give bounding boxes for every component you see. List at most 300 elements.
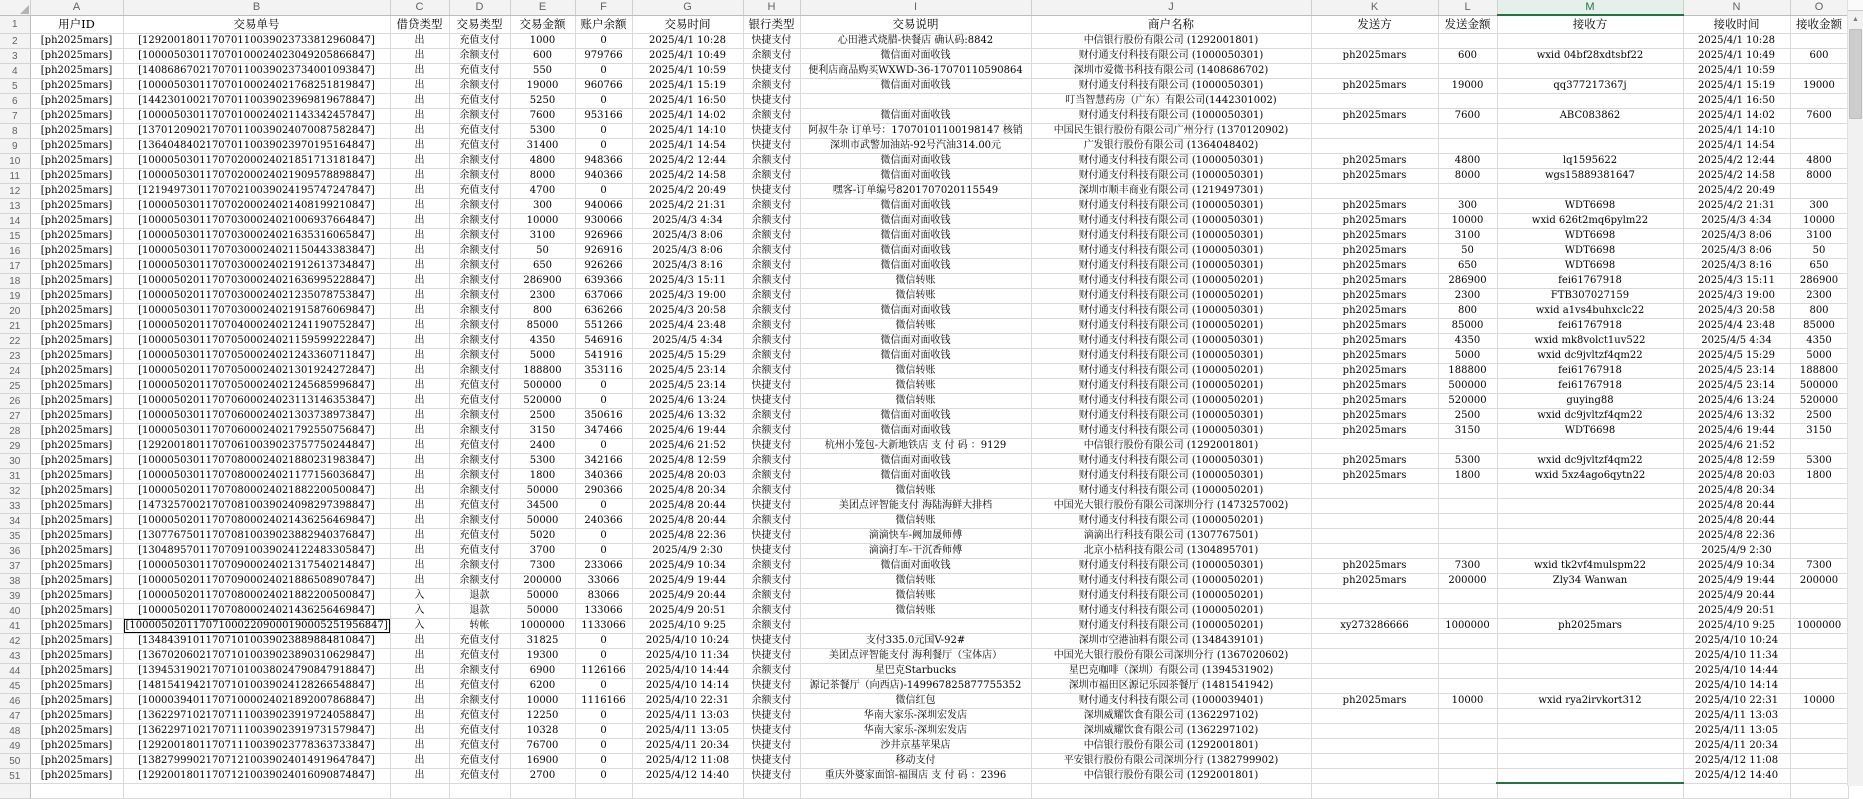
cell-h5[interactable]: 余额支付	[743, 79, 800, 94]
cell-l8[interactable]	[1438, 124, 1497, 139]
cell-h39[interactable]: 余额支付	[743, 589, 800, 604]
cell-n19[interactable]: 2025/4/3 19:00	[1683, 289, 1790, 304]
cell-a19[interactable]: [ph2025mars]	[30, 289, 123, 304]
cell-k39[interactable]	[1311, 589, 1438, 604]
field-header-f[interactable]: 账户余额	[575, 15, 632, 34]
cell-a23[interactable]: [ph2025mars]	[30, 349, 123, 364]
cell-g40[interactable]: 2025/4/9 20:51	[632, 604, 743, 619]
cell-c47[interactable]: 出	[390, 709, 449, 724]
cell-k47[interactable]	[1311, 709, 1438, 724]
cell-c25[interactable]: 出	[390, 379, 449, 394]
cell-j28[interactable]: 财付通支付科技有限公司 (1000050301)	[1031, 424, 1311, 439]
cell-d27[interactable]: 余额支付	[449, 409, 510, 424]
cell-d37[interactable]: 余额支付	[449, 559, 510, 574]
cell-j19[interactable]: 财付通支付科技有限公司 (1000050201)	[1031, 289, 1311, 304]
field-header-l[interactable]: 发送金额	[1438, 15, 1497, 34]
cell-n37[interactable]: 2025/4/9 10:34	[1683, 559, 1790, 574]
cell-o49[interactable]	[1790, 739, 1848, 754]
cell-h35[interactable]: 快捷支付	[743, 529, 800, 544]
cell-j26[interactable]: 财付通支付科技有限公司 (1000050201)	[1031, 394, 1311, 409]
cell-n5[interactable]: 2025/4/1 15:19	[1683, 79, 1790, 94]
cell-k45[interactable]	[1311, 679, 1438, 694]
cell-c15[interactable]: 出	[390, 229, 449, 244]
cell-o10[interactable]: 4800	[1790, 154, 1848, 169]
cell-b40[interactable]: [100005020117070800024021436256469847]	[123, 604, 390, 619]
row-header-17[interactable]: 17	[0, 259, 30, 274]
cell-d19[interactable]: 余额支付	[449, 289, 510, 304]
field-header-n[interactable]: 接收时间	[1683, 15, 1790, 34]
row-header-3[interactable]: 3	[0, 49, 30, 64]
cell-m35[interactable]	[1497, 529, 1683, 544]
cell-n38[interactable]: 2025/4/9 19:44	[1683, 574, 1790, 589]
row-header-44[interactable]: 44	[0, 664, 30, 679]
cell-d42[interactable]: 充值支付	[449, 634, 510, 649]
cell-a35[interactable]: [ph2025mars]	[30, 529, 123, 544]
cell-l38[interactable]: 200000	[1438, 574, 1497, 589]
cell-k12[interactable]	[1311, 184, 1438, 199]
cell-e29[interactable]: 2400	[510, 439, 575, 454]
cell-o41[interactable]: 1000000	[1790, 619, 1848, 634]
cell-o7[interactable]: 7600	[1790, 109, 1848, 124]
cell-n13[interactable]: 2025/4/2 21:31	[1683, 199, 1790, 214]
cell-g20[interactable]: 2025/4/3 20:58	[632, 304, 743, 319]
cell-j25[interactable]: 财付通支付科技有限公司 (1000050201)	[1031, 379, 1311, 394]
cell-a16[interactable]: [ph2025mars]	[30, 244, 123, 259]
cell-n45[interactable]: 2025/4/10 14:14	[1683, 679, 1790, 694]
cell-i18[interactable]: 微信转账	[800, 274, 1031, 289]
cell-g44[interactable]: 2025/4/10 14:44	[632, 664, 743, 679]
cell-m28[interactable]: WDT6698	[1497, 424, 1683, 439]
cell-i46[interactable]: 微信红包	[800, 694, 1031, 709]
cell-h8[interactable]: 快捷支付	[743, 124, 800, 139]
cell-h49[interactable]: 快捷支付	[743, 739, 800, 754]
cell-o6[interactable]	[1790, 94, 1848, 109]
cell-m4[interactable]	[1497, 64, 1683, 79]
cell-e51[interactable]: 2700	[510, 769, 575, 784]
cell-h43[interactable]: 快捷支付	[743, 649, 800, 664]
cell-d25[interactable]: 充值支付	[449, 379, 510, 394]
row-header-31[interactable]: 31	[0, 469, 30, 484]
cell-k32[interactable]	[1311, 484, 1438, 499]
cell-e31[interactable]: 1800	[510, 469, 575, 484]
col-header-m[interactable]: M	[1497, 0, 1683, 15]
cell-d51[interactable]: 充值支付	[449, 769, 510, 784]
cell-b36[interactable]: [130489570117070910039024122483305847]	[123, 544, 390, 559]
cell-d17[interactable]: 余额支付	[449, 259, 510, 274]
cell-h30[interactable]: 余额支付	[743, 454, 800, 469]
cell-j51[interactable]: 中信银行股份有限公司 (1292001801)	[1031, 769, 1311, 784]
cell-f30[interactable]: 342166	[575, 454, 632, 469]
cell-o50[interactable]	[1790, 754, 1848, 769]
col-header-e[interactable]: E	[510, 0, 575, 15]
cell-b38[interactable]: [100005020117070900024021886508907847]	[123, 574, 390, 589]
cell-f7[interactable]: 953166	[575, 109, 632, 124]
row-header-37[interactable]: 37	[0, 559, 30, 574]
cell-o28[interactable]: 3150	[1790, 424, 1848, 439]
cell-k25[interactable]: ph2025mars	[1311, 379, 1438, 394]
cell-o3[interactable]: 600	[1790, 49, 1848, 64]
cell-b20[interactable]: [100005030117070300024021915876069847]	[123, 304, 390, 319]
cell-f33[interactable]: 0	[575, 499, 632, 514]
cell-f36[interactable]: 0	[575, 544, 632, 559]
cell-i28[interactable]: 微信面对面收钱	[800, 424, 1031, 439]
cell-b21[interactable]: [100005020117070400024021241190752847]	[123, 319, 390, 334]
cell-g11[interactable]: 2025/4/2 14:58	[632, 169, 743, 184]
cell-f45[interactable]: 0	[575, 679, 632, 694]
cell-a31[interactable]: [ph2025mars]	[30, 469, 123, 484]
select-all-corner[interactable]	[0, 0, 30, 15]
cell-f34[interactable]: 240366	[575, 514, 632, 529]
cell-n32[interactable]: 2025/4/8 20:34	[1683, 484, 1790, 499]
cell-g2[interactable]: 2025/4/1 10:28	[632, 34, 743, 49]
cell-o5[interactable]: 19000	[1790, 79, 1848, 94]
cell-l9[interactable]	[1438, 139, 1497, 154]
cell-i17[interactable]: 微信面对面收钱	[800, 259, 1031, 274]
cell-j34[interactable]: 财付通支付科技有限公司 (1000050201)	[1031, 514, 1311, 529]
cell-g10[interactable]: 2025/4/2 12:44	[632, 154, 743, 169]
cell-e13[interactable]: 300	[510, 199, 575, 214]
cell-e21[interactable]: 85000	[510, 319, 575, 334]
row-header-8[interactable]: 8	[0, 124, 30, 139]
cell-e25[interactable]: 500000	[510, 379, 575, 394]
cell-b31[interactable]: [100005030117070800024021177156036847]	[123, 469, 390, 484]
cell-i8[interactable]: 阿叔牛杂 订单号：17070101100198147 核销	[800, 124, 1031, 139]
cell-g46[interactable]: 2025/4/10 22:31	[632, 694, 743, 709]
cell-n29[interactable]: 2025/4/6 21:52	[1683, 439, 1790, 454]
cell-i20[interactable]: 微信面对面收钱	[800, 304, 1031, 319]
cell-e8[interactable]: 5300	[510, 124, 575, 139]
cell-g12[interactable]: 2025/4/2 20:49	[632, 184, 743, 199]
cell-j8[interactable]: 中国民生银行股份有限公司广州分行 (1370120902)	[1031, 124, 1311, 139]
row-header-15[interactable]: 15	[0, 229, 30, 244]
col-header-f[interactable]: F	[575, 0, 632, 15]
row-header-10[interactable]: 10	[0, 154, 30, 169]
cell-a42[interactable]: [ph2025mars]	[30, 634, 123, 649]
cell-a48[interactable]: [ph2025mars]	[30, 724, 123, 739]
cell-b33[interactable]: [147325700217070810039024098297398847]	[123, 499, 390, 514]
cell-b41[interactable]: [1000050201170710002209000190005251956847]	[123, 619, 390, 634]
cell-m27[interactable]: wxid dc9jvltzf4qm22	[1497, 409, 1683, 424]
cell-h18[interactable]: 余额支付	[743, 274, 800, 289]
row-header-30[interactable]: 30	[0, 454, 30, 469]
cell-n40[interactable]: 2025/4/9 20:51	[1683, 604, 1790, 619]
cell-h36[interactable]: 快捷支付	[743, 544, 800, 559]
cell-l20[interactable]: 800	[1438, 304, 1497, 319]
cell-m9[interactable]	[1497, 139, 1683, 154]
cell-f44[interactable]: 1126166	[575, 664, 632, 679]
cell-g19[interactable]: 2025/4/3 19:00	[632, 289, 743, 304]
cell-o8[interactable]	[1790, 124, 1848, 139]
cell-l15[interactable]: 3100	[1438, 229, 1497, 244]
cell-o31[interactable]: 1800	[1790, 469, 1848, 484]
cell-l21[interactable]: 85000	[1438, 319, 1497, 334]
cell-g21[interactable]: 2025/4/4 23:48	[632, 319, 743, 334]
cell-l40[interactable]	[1438, 604, 1497, 619]
cell-b5[interactable]: [100005030117070100024021768251819847]	[123, 79, 390, 94]
cell-h38[interactable]: 余额支付	[743, 574, 800, 589]
cell-b44[interactable]: [139453190217071010038024790847918847]	[123, 664, 390, 679]
cell-g15[interactable]: 2025/4/3 8:06	[632, 229, 743, 244]
cell-f8[interactable]: 0	[575, 124, 632, 139]
cell-j41[interactable]: 财付通支付科技有限公司 (1000050201)	[1031, 619, 1311, 634]
row-header-29[interactable]: 29	[0, 439, 30, 454]
cell-e45[interactable]: 6200	[510, 679, 575, 694]
row-header-33[interactable]: 33	[0, 499, 30, 514]
cell-b51[interactable]: [129200180117071210039024016090874847]	[123, 769, 390, 784]
col-header-o[interactable]: O	[1790, 0, 1848, 15]
cell-e16[interactable]: 50	[510, 244, 575, 259]
cell-i16[interactable]: 微信面对面收钱	[800, 244, 1031, 259]
cell-a17[interactable]: [ph2025mars]	[30, 259, 123, 274]
cell-f28[interactable]: 347466	[575, 424, 632, 439]
cell-b35[interactable]: [130776750117070810039023882940376847]	[123, 529, 390, 544]
cell-e44[interactable]: 6900	[510, 664, 575, 679]
cell-a9[interactable]: [ph2025mars]	[30, 139, 123, 154]
cell-a12[interactable]: [ph2025mars]	[30, 184, 123, 199]
cell-g39[interactable]: 2025/4/9 20:44	[632, 589, 743, 604]
cell-f3[interactable]: 979766	[575, 49, 632, 64]
cell-k31[interactable]: ph2025mars	[1311, 469, 1438, 484]
cell-k18[interactable]: ph2025mars	[1311, 274, 1438, 289]
cell-e12[interactable]: 4700	[510, 184, 575, 199]
cell-m12[interactable]	[1497, 184, 1683, 199]
cell-k28[interactable]: ph2025mars	[1311, 424, 1438, 439]
cell-c26[interactable]: 出	[390, 394, 449, 409]
cell-g18[interactable]: 2025/4/3 15:11	[632, 274, 743, 289]
cell-f11[interactable]: 940366	[575, 169, 632, 184]
cell-b15[interactable]: [100005030117070300024021635316065847]	[123, 229, 390, 244]
col-header-i[interactable]: I	[800, 0, 1031, 15]
cell-j47[interactable]: 深圳威耀饮食有限公司 (1362297102)	[1031, 709, 1311, 724]
cell-f10[interactable]: 948366	[575, 154, 632, 169]
cell-c30[interactable]: 出	[390, 454, 449, 469]
cell-n42[interactable]: 2025/4/10 10:24	[1683, 634, 1790, 649]
cell-c40[interactable]: 入	[390, 604, 449, 619]
cell-c45[interactable]: 出	[390, 679, 449, 694]
row-header-23[interactable]: 23	[0, 349, 30, 364]
cell-k34[interactable]	[1311, 514, 1438, 529]
cell-c18[interactable]: 出	[390, 274, 449, 289]
cell-b24[interactable]: [100005020117070500024021301924272847]	[123, 364, 390, 379]
cell-d41[interactable]: 转帐	[449, 619, 510, 634]
cell-h4[interactable]: 快捷支付	[743, 64, 800, 79]
cell-g42[interactable]: 2025/4/10 10:24	[632, 634, 743, 649]
cell-c44[interactable]: 出	[390, 664, 449, 679]
cell-h11[interactable]: 余额支付	[743, 169, 800, 184]
cell-m10[interactable]: lq1595622	[1497, 154, 1683, 169]
cell-c36[interactable]: 出	[390, 544, 449, 559]
cell-b46[interactable]: [100003940117071000024021892007868847]	[123, 694, 390, 709]
cell-o35[interactable]	[1790, 529, 1848, 544]
cell-l25[interactable]: 500000	[1438, 379, 1497, 394]
cell-n22[interactable]: 2025/4/5 4:34	[1683, 334, 1790, 349]
cell-d24[interactable]: 余额支付	[449, 364, 510, 379]
cell-k44[interactable]	[1311, 664, 1438, 679]
cell-j3[interactable]: 财付通支付科技有限公司 (1000050301)	[1031, 49, 1311, 64]
cell-a46[interactable]: [ph2025mars]	[30, 694, 123, 709]
cell-e3[interactable]: 600	[510, 49, 575, 64]
cell-l7[interactable]: 7600	[1438, 109, 1497, 124]
cell-h47[interactable]: 快捷支付	[743, 709, 800, 724]
cell-d45[interactable]: 充值支付	[449, 679, 510, 694]
cell-m43[interactable]	[1497, 649, 1683, 664]
cell-o36[interactable]	[1790, 544, 1848, 559]
row-header-2[interactable]: 2	[0, 34, 30, 49]
cell-b16[interactable]: [100005030117070300024021150443383847]	[123, 244, 390, 259]
cell-m42[interactable]	[1497, 634, 1683, 649]
cell-o29[interactable]	[1790, 439, 1848, 454]
cell-m48[interactable]	[1497, 724, 1683, 739]
cell-h32[interactable]: 余额支付	[743, 484, 800, 499]
cell-e34[interactable]: 50000	[510, 514, 575, 529]
cell-j10[interactable]: 财付通支付科技有限公司 (1000050301)	[1031, 154, 1311, 169]
cell-g24[interactable]: 2025/4/5 23:14	[632, 364, 743, 379]
cell-l24[interactable]: 188800	[1438, 364, 1497, 379]
cell-k42[interactable]	[1311, 634, 1438, 649]
cell-i25[interactable]: 微信转账	[800, 379, 1031, 394]
cell-n51[interactable]: 2025/4/12 14:40	[1683, 769, 1790, 784]
cell-c16[interactable]: 出	[390, 244, 449, 259]
cell-a24[interactable]: [ph2025mars]	[30, 364, 123, 379]
cell-c5[interactable]: 出	[390, 79, 449, 94]
cell-b12[interactable]: [121949730117070210039024195747247847]	[123, 184, 390, 199]
cell-i32[interactable]: 微信转账	[800, 484, 1031, 499]
row-header-26[interactable]: 26	[0, 394, 30, 409]
cell-i15[interactable]: 微信面对面收钱	[800, 229, 1031, 244]
cell-f50[interactable]: 0	[575, 754, 632, 769]
col-header-n[interactable]: N	[1683, 0, 1790, 15]
cell-j20[interactable]: 财付通支付科技有限公司 (1000050301)	[1031, 304, 1311, 319]
cell-k33[interactable]	[1311, 499, 1438, 514]
cell-c51[interactable]: 出	[390, 769, 449, 784]
row-header-34[interactable]: 34	[0, 514, 30, 529]
cell-a44[interactable]: [ph2025mars]	[30, 664, 123, 679]
cell-a27[interactable]: [ph2025mars]	[30, 409, 123, 424]
cell-o19[interactable]: 2300	[1790, 289, 1848, 304]
cell-b37[interactable]: [100005030117070900024021317540214847]	[123, 559, 390, 574]
cell-a28[interactable]: [ph2025mars]	[30, 424, 123, 439]
cell-l12[interactable]	[1438, 184, 1497, 199]
row-header-48[interactable]: 48	[0, 724, 30, 739]
cell-g9[interactable]: 2025/4/1 14:54	[632, 139, 743, 154]
cell-j16[interactable]: 财付通支付科技有限公司 (1000050301)	[1031, 244, 1311, 259]
cell-e10[interactable]: 4800	[510, 154, 575, 169]
cell-d15[interactable]: 余额支付	[449, 229, 510, 244]
cell-a29[interactable]: [ph2025mars]	[30, 439, 123, 454]
cell-b13[interactable]: [100005030117070200024021408199210847]	[123, 199, 390, 214]
cell-m38[interactable]: Zly34 Wanwan	[1497, 574, 1683, 589]
cell-j14[interactable]: 财付通支付科技有限公司 (1000050301)	[1031, 214, 1311, 229]
cell-k7[interactable]: ph2025mars	[1311, 109, 1438, 124]
cell-o51[interactable]	[1790, 769, 1848, 784]
cell-o12[interactable]	[1790, 184, 1848, 199]
cell-h9[interactable]: 快捷支付	[743, 139, 800, 154]
cell-d30[interactable]: 余额支付	[449, 454, 510, 469]
scroll-up-button[interactable]	[1848, 11, 1863, 27]
cell-c11[interactable]: 出	[390, 169, 449, 184]
cell-e27[interactable]: 2500	[510, 409, 575, 424]
cell-m3[interactable]: wxid 04bf28xdtsbf22	[1497, 49, 1683, 64]
cell-e11[interactable]: 8000	[510, 169, 575, 184]
cell-l44[interactable]	[1438, 664, 1497, 679]
cell-m47[interactable]	[1497, 709, 1683, 724]
cell-a7[interactable]: [ph2025mars]	[30, 109, 123, 124]
cell-d33[interactable]: 充值支付	[449, 499, 510, 514]
row-header-9[interactable]: 9	[0, 139, 30, 154]
cell-h7[interactable]: 余额支付	[743, 109, 800, 124]
cell-b25[interactable]: [100005020117070500024021245685996847]	[123, 379, 390, 394]
cell-e4[interactable]: 550	[510, 64, 575, 79]
cell-c13[interactable]: 出	[390, 199, 449, 214]
cell-f12[interactable]: 0	[575, 184, 632, 199]
cell-d18[interactable]: 余额支付	[449, 274, 510, 289]
cell-g31[interactable]: 2025/4/8 20:03	[632, 469, 743, 484]
cell-g30[interactable]: 2025/4/8 12:59	[632, 454, 743, 469]
cell-h12[interactable]: 快捷支付	[743, 184, 800, 199]
cell-d44[interactable]: 余额支付	[449, 664, 510, 679]
cell-a37[interactable]: [ph2025mars]	[30, 559, 123, 574]
cell-i51[interactable]: 重庆外婆家面馆-福围店 支 付 码 ：2396	[800, 769, 1031, 784]
cell-e2[interactable]: 1000	[510, 34, 575, 49]
cell-j9[interactable]: 广发银行股份有限公司 (1364048402)	[1031, 139, 1311, 154]
cell-n11[interactable]: 2025/4/2 14:58	[1683, 169, 1790, 184]
cell-c37[interactable]: 出	[390, 559, 449, 574]
cell-o27[interactable]: 2500	[1790, 409, 1848, 424]
cell-b29[interactable]: [129200180117070610039023757750244847]	[123, 439, 390, 454]
cell-g7[interactable]: 2025/4/1 14:02	[632, 109, 743, 124]
cell-m39[interactable]	[1497, 589, 1683, 604]
cell-d7[interactable]: 余额支付	[449, 109, 510, 124]
cell-l43[interactable]	[1438, 649, 1497, 664]
cell-n36[interactable]: 2025/4/9 2:30	[1683, 544, 1790, 559]
cell-n17[interactable]: 2025/4/3 8:16	[1683, 259, 1790, 274]
cell-e5[interactable]: 19000	[510, 79, 575, 94]
cell-d16[interactable]: 余额支付	[449, 244, 510, 259]
cell-a30[interactable]: [ph2025mars]	[30, 454, 123, 469]
cell-m49[interactable]	[1497, 739, 1683, 754]
cell-l34[interactable]	[1438, 514, 1497, 529]
cell-h42[interactable]: 快捷支付	[743, 634, 800, 649]
cell-e22[interactable]: 4350	[510, 334, 575, 349]
cell-h6[interactable]: 快捷支付	[743, 94, 800, 109]
cell-n25[interactable]: 2025/4/5 23:14	[1683, 379, 1790, 394]
col-header-g[interactable]: G	[632, 0, 743, 15]
cell-n30[interactable]: 2025/4/8 12:59	[1683, 454, 1790, 469]
field-header-d[interactable]: 交易类型	[449, 15, 510, 34]
cell-o20[interactable]: 800	[1790, 304, 1848, 319]
cell-n7[interactable]: 2025/4/1 14:02	[1683, 109, 1790, 124]
cell-i40[interactable]: 微信转账	[800, 604, 1031, 619]
cell-o17[interactable]: 650	[1790, 259, 1848, 274]
cell-h48[interactable]: 快捷支付	[743, 724, 800, 739]
col-header-k[interactable]: K	[1311, 0, 1438, 15]
cell-l39[interactable]	[1438, 589, 1497, 604]
cell-e23[interactable]: 5000	[510, 349, 575, 364]
field-header-a[interactable]: 用户ID	[30, 15, 123, 34]
cell-l48[interactable]	[1438, 724, 1497, 739]
cell-m16[interactable]: WDT6698	[1497, 244, 1683, 259]
cell-c24[interactable]: 出	[390, 364, 449, 379]
cell-i21[interactable]: 微信转账	[800, 319, 1031, 334]
cell-d23[interactable]: 余额支付	[449, 349, 510, 364]
cell-h31[interactable]: 余额支付	[743, 469, 800, 484]
cell-l18[interactable]: 286900	[1438, 274, 1497, 289]
cell-m20[interactable]: wxid a1vs4buhxclc22	[1497, 304, 1683, 319]
cell-h28[interactable]: 余额支付	[743, 424, 800, 439]
cell-d47[interactable]: 充值支付	[449, 709, 510, 724]
cell-i6[interactable]	[800, 94, 1031, 109]
cell-g37[interactable]: 2025/4/9 10:34	[632, 559, 743, 574]
